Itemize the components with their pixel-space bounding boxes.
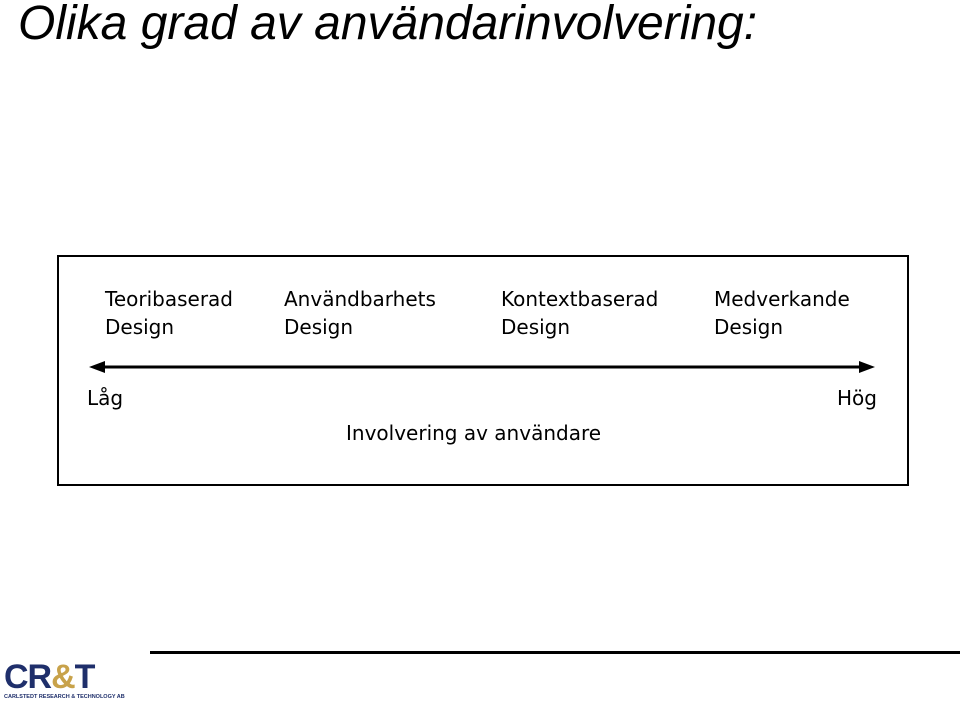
slide-title: Olika grad av användarinvolvering:: [18, 0, 758, 50]
axis-arrow: [59, 257, 907, 484]
involvement-diagram: [57, 255, 909, 486]
stage-label-line1: Medverkande: [714, 287, 850, 311]
arrowhead-right-icon: [859, 361, 875, 373]
company-logo: [4, 658, 125, 700]
stage-label-line1: Teoribaserad: [105, 287, 233, 311]
stage-label-line2: Design: [501, 315, 571, 339]
axis-high-label: Hög: [837, 386, 877, 410]
stage-label-line1: Kontextbaserad: [501, 287, 659, 311]
stage-label-line2: Design: [105, 315, 175, 339]
axis-caption: Involvering av användare: [346, 421, 602, 445]
footer-divider: [150, 651, 960, 654]
logo-letters-cr: CR: [4, 658, 52, 696]
logo-ampersand: &: [51, 658, 75, 696]
arrowhead-left-icon: [89, 361, 105, 373]
axis-low-label: Låg: [87, 386, 124, 410]
logo-tagline: CARLSTEDT RESEARCH & TECHNOLOGY AB: [4, 694, 125, 700]
stage-label-line1: Användbarhets: [284, 287, 436, 311]
stage-label-line2: Design: [714, 315, 784, 339]
logo-wordmark: [4, 660, 122, 694]
stage-label-line2: Design: [284, 315, 354, 339]
logo-letter-t: T: [74, 658, 95, 696]
